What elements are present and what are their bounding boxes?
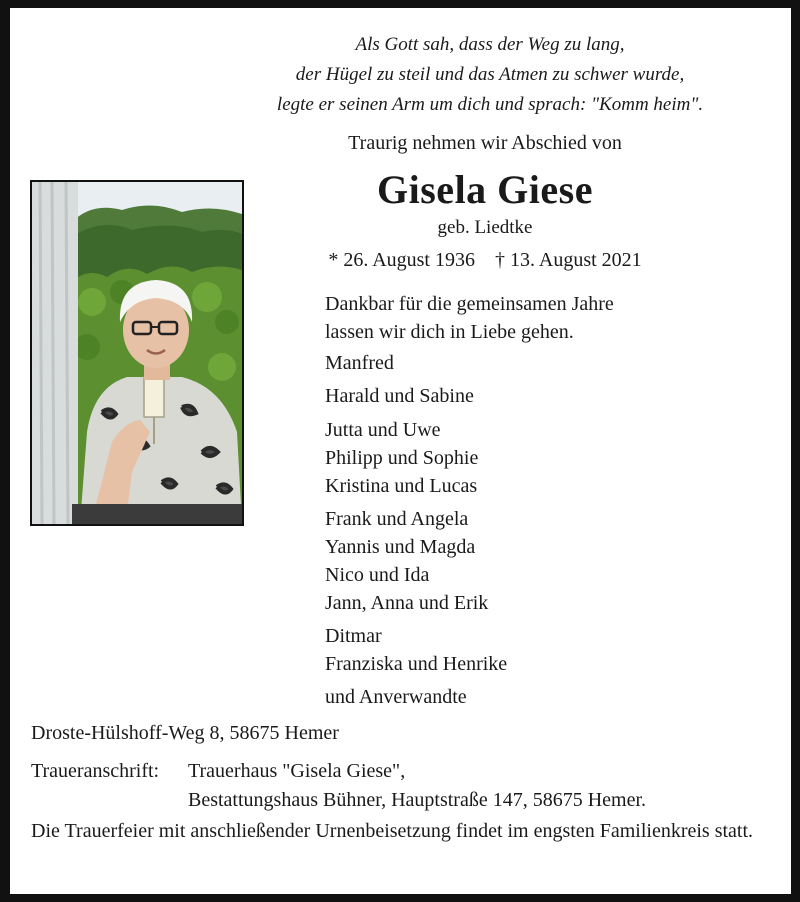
family-line: Kristina und Lucas: [325, 475, 478, 497]
intro-text: Traurig nehmen wir Abschied von: [348, 132, 622, 154]
maiden-name: geb. Liedtke: [437, 217, 533, 238]
mourning-address-label: Traueranschrift:: [31, 760, 160, 782]
memorial-poem: [180, 30, 800, 120]
birth-date: * 26. August 1936: [328, 249, 475, 271]
family-line: Frank und Angela: [325, 508, 469, 530]
family-line: Ditmar: [325, 625, 382, 647]
death-date: † 13. August 2021: [495, 249, 642, 271]
family-line: lassen wir dich in Liebe gehen.: [325, 321, 574, 343]
family-line: Franziska und Henrike: [325, 653, 508, 675]
deceased-name: Gisela Giese: [377, 167, 593, 212]
family-line: und Anverwandte: [325, 686, 467, 708]
family-line: Yannis und Magda: [325, 536, 476, 558]
poem-line: Als Gott sah, dass der Weg zu lang,: [355, 34, 625, 55]
poem-line: legte er seinen Arm um dich und sprach: "Komm heim".: [276, 94, 704, 115]
home-address: Droste-Hülshoff-Weg 8, 58675 Hemer: [31, 722, 339, 744]
family-line: Dankbar für die gemeinsamen Jahre: [325, 293, 614, 315]
mourning-address-line: Trauerhaus "Gisela Giese",: [188, 760, 406, 782]
family-line: Philipp und Sophie: [325, 447, 479, 469]
portrait-photo: [30, 180, 244, 526]
life-dates: [230, 249, 740, 272]
family-line: Manfred: [325, 352, 394, 374]
family-line: Nico und Ida: [325, 564, 430, 586]
poem-line: der Hügel zu steil und das Atmen zu schwer wurde,: [295, 64, 685, 85]
family-line: Jutta und Uwe: [325, 419, 441, 441]
family-line: Harald und Sabine: [325, 385, 474, 407]
ceremony-note: Die Trauerfeier mit anschließender Urnenbeisetzung findet im engsten Familienkreis statt.: [31, 820, 754, 842]
mourning-address-line: Bestattungshaus Bühner, Hauptstraße 147, 58675 Hemer.: [188, 789, 647, 811]
family-line: Jann, Anna und Erik: [325, 592, 489, 614]
